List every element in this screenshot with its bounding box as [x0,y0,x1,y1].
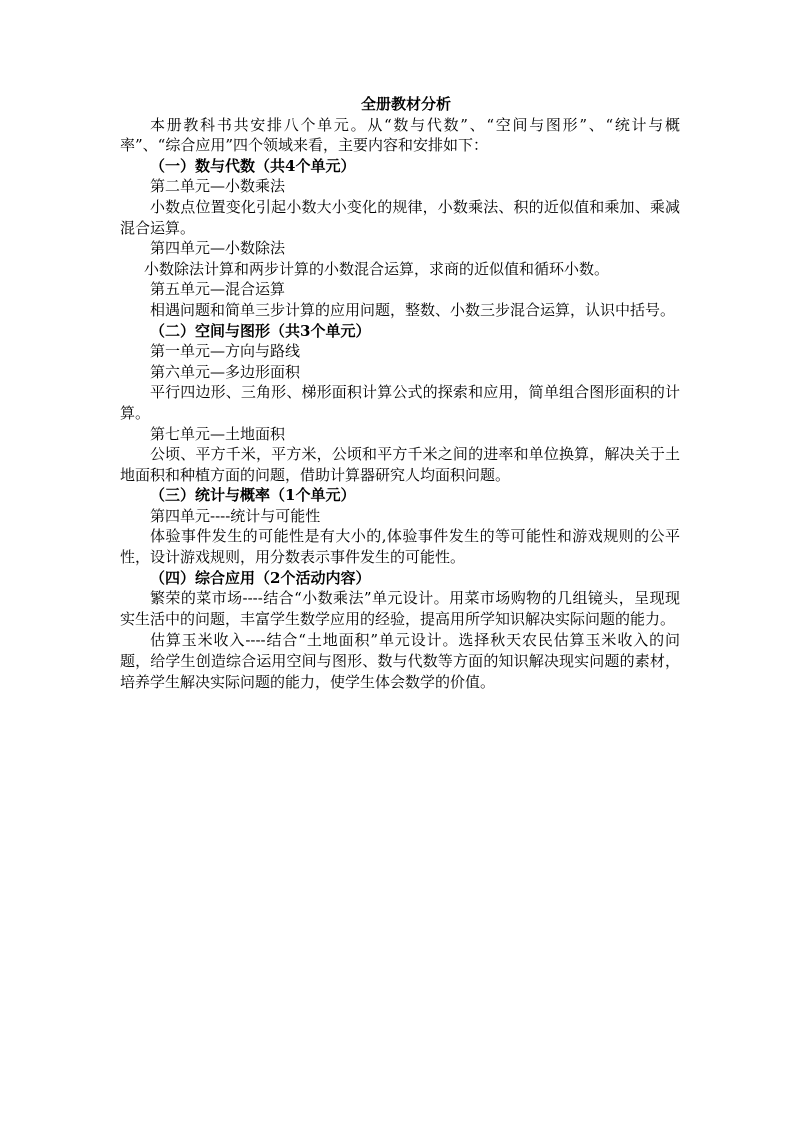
activity-paragraph: 繁荣的菜市场----结合“小数乘法”单元设计。用菜市场购物的几组镜头，呈现现实生活中的问题，丰富学生数学应用的经验，提高用所学知识解决实际问题的能力。 [120,589,680,628]
document-page [120,94,680,692]
unit-name: 第六单元—多边形面积 [150,362,301,381]
unit-description: 相遇问题和简单三步计算的应用问题，整数、小数三步混合运算，认识中括号。 [150,300,676,319]
intro-paragraph: 本册教科书共安排八个单元。从“数与代数”、“空间与图形”、“统计与概率”、“综合应用”四个领域来看，主要内容和安排如下： [120,115,680,155]
unit-name: 第一单元—方向与路线 [150,342,301,361]
unit-description: 公顷、平方千米，平方米，公顷和平方千米之间的进率和单位换算，解决关于土地面积和种植方面的问题，借助计算器研究人均面积问题。 [120,445,680,484]
unit-name: 第七单元—土地面积 [150,424,286,443]
section-heading-comprehensive-application: （四）综合应用（2个活动内容） [150,568,371,587]
unit-description: 小数除法计算和两步计算的小数混合运算，求商的近似值和循环小数。 [144,259,610,278]
document-title: 全册教材分析 [360,95,451,113]
unit-name: 第五单元—混合运算 [150,280,286,299]
unit-description: 体验事件发生的可能性是有大小的,体验事件发生的等可能性和游戏规则的公平性，设计游戏规则，用分数表示事件发生的可能性。 [120,527,680,567]
activity-paragraph: 估算玉米收入----结合“土地面积”单元设计。选择秋天农民估算玉米收入的问题，给学生创造综合运用空间与图形、数与代数等方面的知识解决现实问题的素材，培养学生解决实际问题的能力，使学生体会数学的价值。 [120,631,680,691]
unit-name: 第二单元—小数乘法 [150,177,286,196]
unit-name: 第四单元—小数除法 [150,239,286,258]
section-heading-number-algebra: （一）数与代数（共4个单元） [150,156,356,175]
unit-description: 小数点位置变化引起小数大小变化的规律，小数乘法、积的近似值和乘加、乘减混合运算。 [120,197,680,237]
unit-name: 第四单元----统计与可能性 [150,506,321,525]
unit-description: 平行四边形、三角形、梯形面积计算公式的探索和应用，简单组合图形面积的计算。 [120,383,680,422]
section-heading-statistics-probability: （三）统计与概率（1个单元） [150,486,356,505]
section-heading-space-shape: （二）空间与图形（共3个单元） [150,321,371,340]
